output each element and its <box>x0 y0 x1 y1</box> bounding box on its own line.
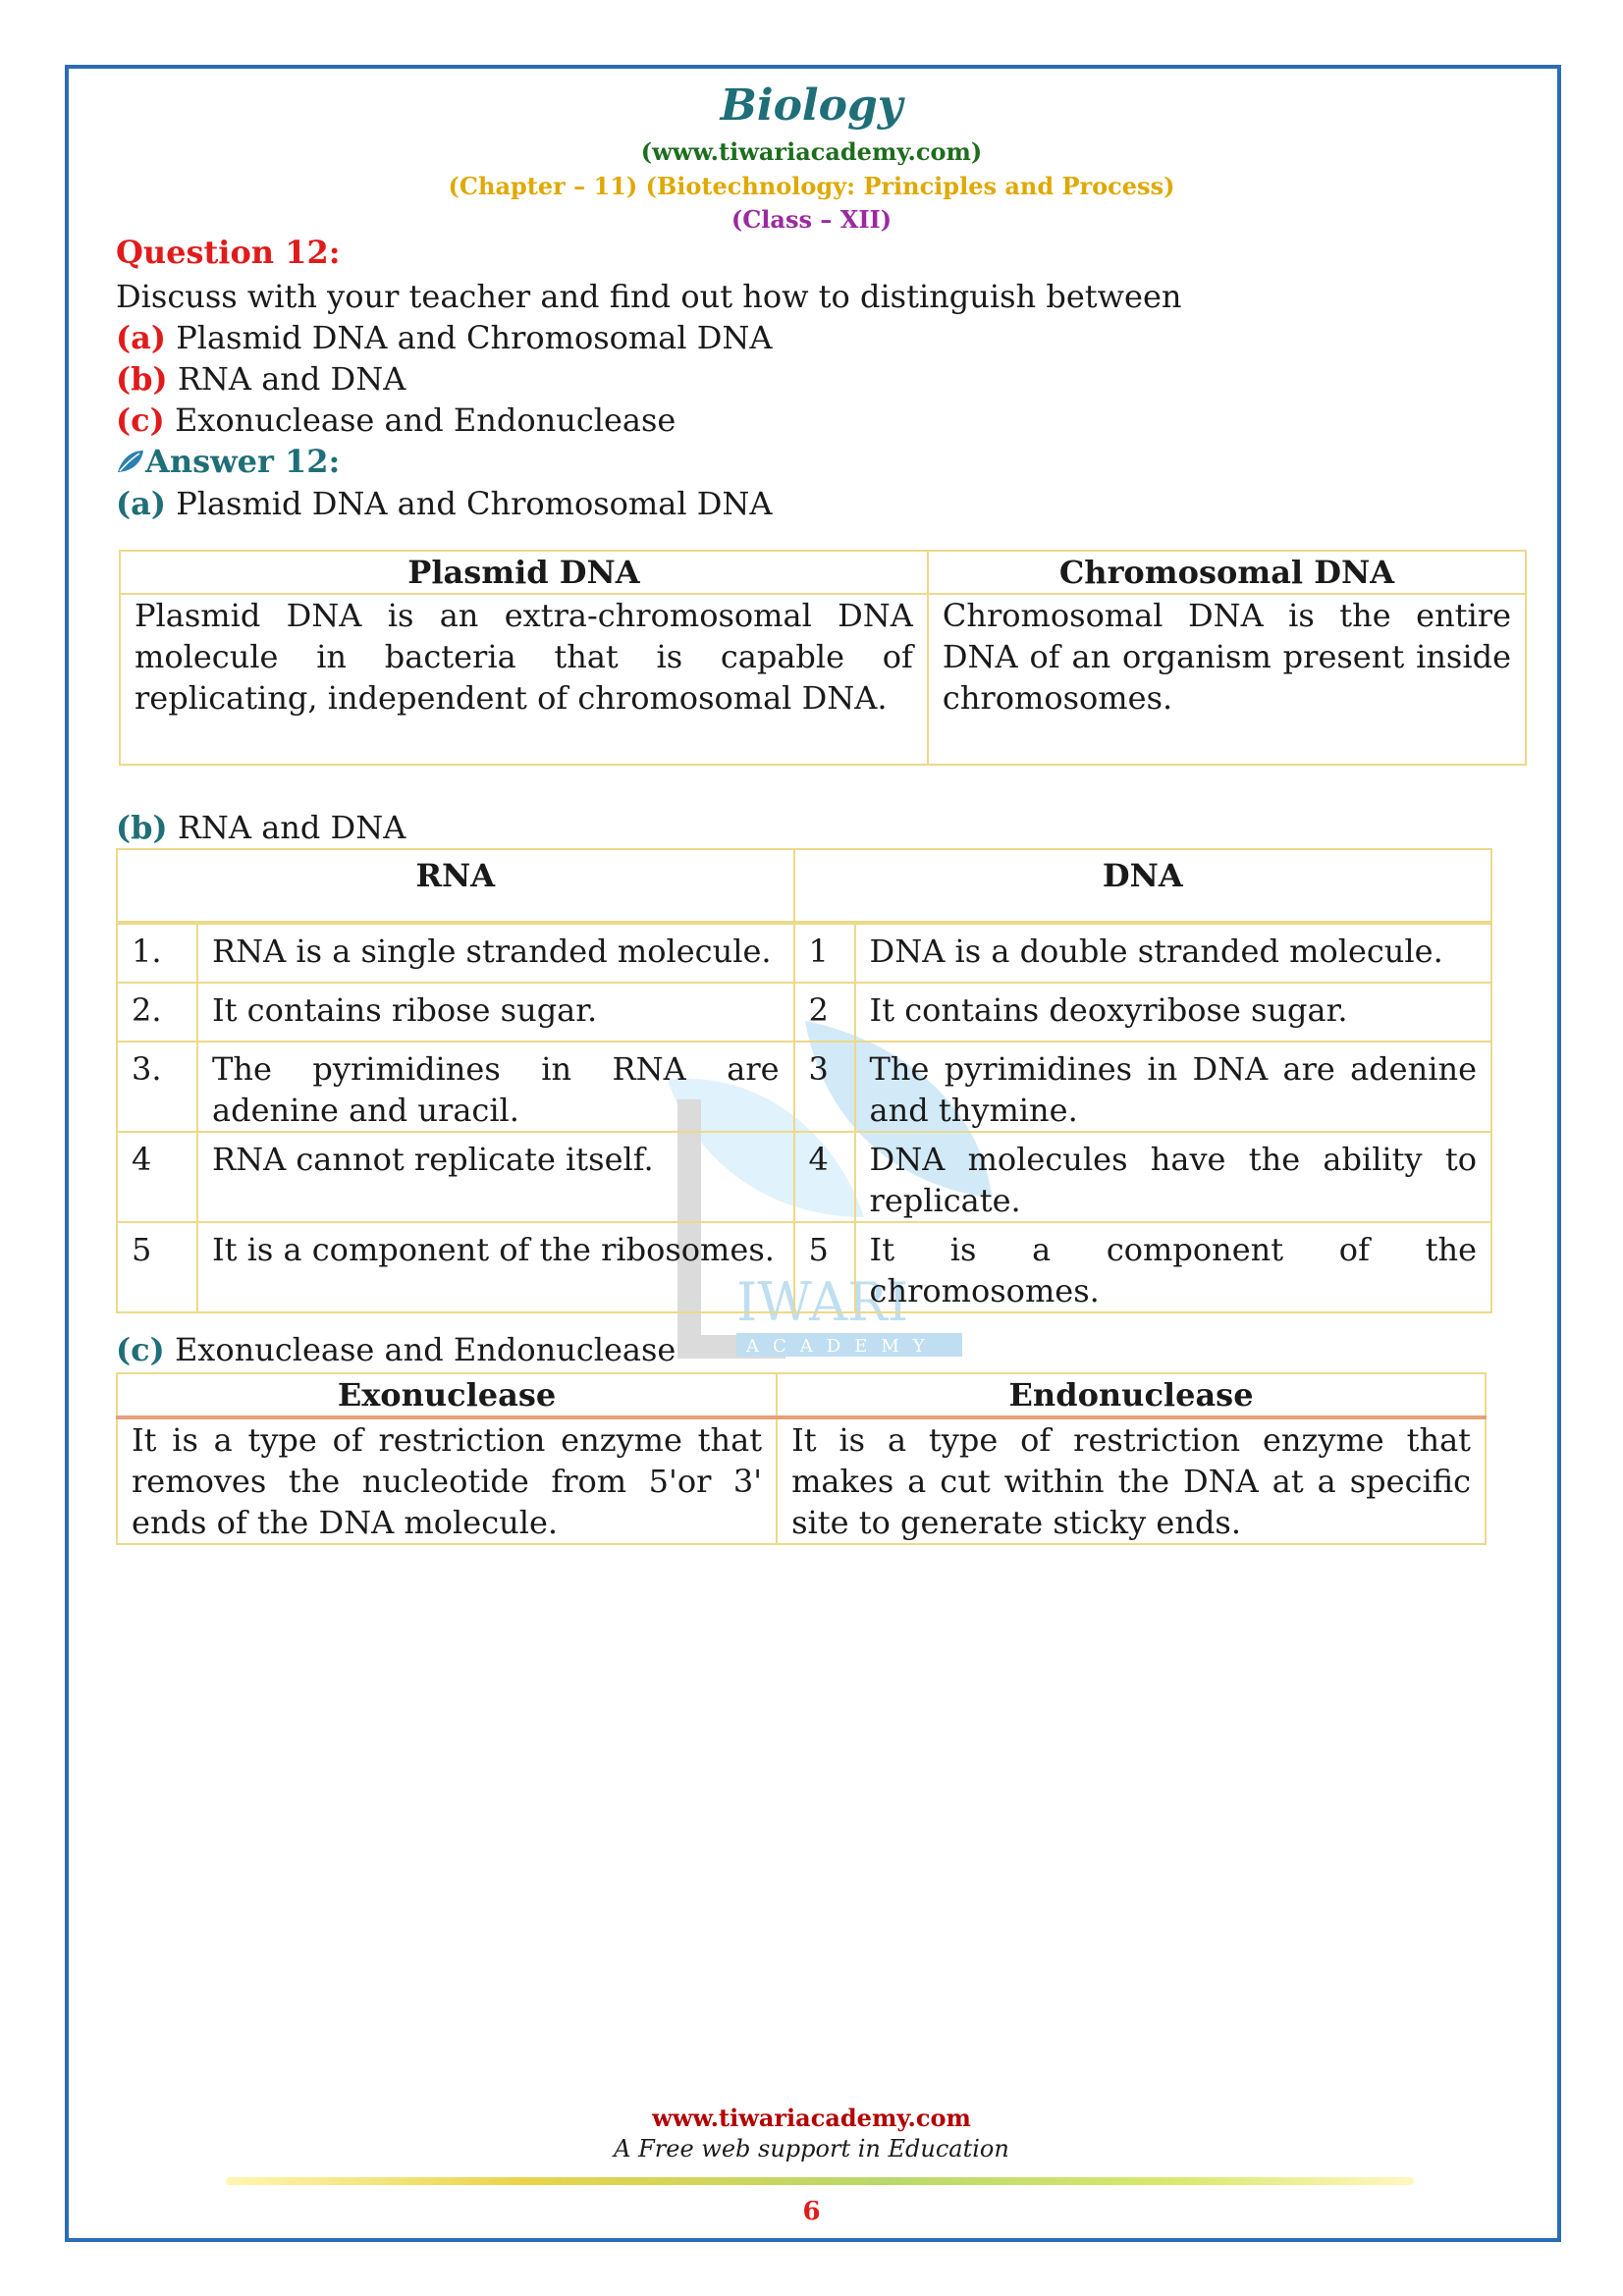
table-header: Chromosomal DNA <box>928 551 1526 594</box>
table-row <box>117 983 1491 1041</box>
rna-cell: It contains ribose sugar. <box>197 983 794 1041</box>
table-header: RNA <box>117 849 794 923</box>
table-cell: Plasmid DNA is an extra-chromosomal DNA molecule in bacteria that is capable of replicating, independent of chromosomal DNA. <box>120 594 928 765</box>
rna-cell: RNA cannot replicate itself. <box>197 1132 794 1222</box>
row-number: 5 <box>794 1222 855 1312</box>
question-part-b-label: (b) <box>116 360 168 398</box>
dna-cell: DNA molecules have the ability to replicate. <box>855 1132 1491 1222</box>
table-cell: It is a type of restriction enzyme that makes a cut within the DNA at a specific site to generate sticky ends. <box>777 1417 1486 1544</box>
table-header: Exonuclease <box>117 1373 777 1417</box>
plasmid-vs-chromosomal-table <box>119 550 1527 766</box>
rna-cell: The pyrimidines in RNA are adenine and uracil. <box>197 1041 794 1132</box>
answer-part-a <box>116 483 1530 524</box>
row-number: 1 <box>794 923 855 983</box>
table-header: DNA <box>794 849 1491 923</box>
question-part-c-text: Exonuclease and Endonuclease <box>164 401 676 439</box>
row-number: 4 <box>794 1132 855 1222</box>
answer-part-c-label: (c) <box>116 1331 165 1368</box>
question-part-c-label: (c) <box>116 401 165 439</box>
table-header: Endonuclease <box>777 1373 1486 1417</box>
row-number: 2 <box>794 983 855 1041</box>
dna-cell: DNA is a double stranded molecule. <box>855 923 1491 983</box>
answer-part-a-text: Plasmid DNA and Chromosomal DNA <box>166 485 773 522</box>
table-cell: Chromosomal DNA is the entire DNA of an organism present inside chromosomes. <box>928 594 1526 765</box>
header-site: (www.tiwariacademy.com) <box>640 137 983 166</box>
footer-divider <box>226 2177 1414 2185</box>
answer-part-b-text: RNA and DNA <box>167 809 406 846</box>
dna-cell: It contains deoxyribose sugar. <box>855 983 1491 1041</box>
answer-title-text: Answer 12: <box>145 443 341 480</box>
page-number: 6 <box>802 2197 821 2226</box>
row-number: 1. <box>117 923 197 983</box>
rna-cell: RNA is a single stranded molecule. <box>197 923 794 983</box>
row-number: 3 <box>794 1041 855 1132</box>
row-number: 5 <box>117 1222 197 1312</box>
table-row <box>117 923 1491 983</box>
footer-site: www.tiwariacademy.com <box>652 2104 971 2132</box>
exonuclease-vs-endonuclease-table <box>116 1372 1487 1545</box>
table-row <box>117 1041 1491 1132</box>
question-part-b-text: RNA and DNA <box>167 360 406 398</box>
question-part-b <box>116 358 1530 400</box>
question-part-a-text: Plasmid DNA and Chromosomal DNA <box>166 319 773 356</box>
answer-part-a-label: (a) <box>116 485 167 522</box>
row-number: 2. <box>117 983 197 1041</box>
answer-part-c-text: Exonuclease and Endonuclease <box>164 1331 676 1368</box>
leaf-icon <box>116 449 145 474</box>
watermark-word: IWARI <box>736 1271 909 1333</box>
question-title: Question 12: <box>116 234 341 271</box>
table-row <box>117 1132 1491 1222</box>
answer-part-b <box>116 807 1530 848</box>
question-part-a-label: (a) <box>116 319 167 356</box>
footer-tagline: A Free web support in Education <box>614 2135 1009 2163</box>
question-text: Discuss with your teacher and find out how to distinguish between <box>116 278 1182 315</box>
watermark-sub: ACADEMY <box>746 1336 939 1357</box>
dna-cell: The pyrimidines in DNA are adenine and thymine. <box>855 1041 1491 1132</box>
page-title: Biology <box>720 80 903 131</box>
question-part-a <box>116 317 1530 358</box>
question-part-c <box>116 400 1530 441</box>
rna-vs-dna-table <box>116 848 1492 1313</box>
header-chapter: (Chapter – 11) (Biotechnology: Principles and Process) <box>448 172 1175 200</box>
table-header: Plasmid DNA <box>120 551 928 594</box>
row-number: 3. <box>117 1041 197 1132</box>
dna-cell: It is a component of the chromosomes. <box>855 1222 1491 1312</box>
rna-cell: It is a component of the ribosomes. <box>197 1222 794 1312</box>
table-cell: It is a type of restriction enzyme that removes the nucleotide from 5'or 3' ends of the DNA molecule. <box>117 1417 777 1544</box>
header-class: (Class – XII) <box>730 205 893 234</box>
answer-part-c <box>116 1329 1530 1370</box>
table-row <box>117 1222 1491 1312</box>
answer-part-b-label: (b) <box>116 809 168 846</box>
row-number: 4 <box>117 1132 197 1222</box>
answer-title <box>116 441 1530 482</box>
